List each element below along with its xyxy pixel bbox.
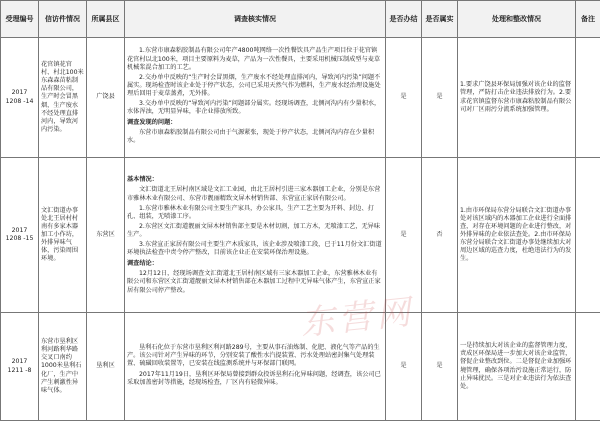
cell-id: 2017 1208 -15	[1, 158, 39, 313]
cell-district: 垦利区	[87, 313, 125, 421]
investigation-paragraph: 2017年11月19日，垦利区环保局曾接到群众投诉垦利石化异味问题，经调查，该公司已采取加盖密封等措施，经现场检查，厂区内有轻微异味。	[127, 371, 383, 387]
table-header-row	[1, 1, 600, 38]
cell-investigation	[125, 158, 386, 313]
cell-remark	[576, 38, 600, 158]
investigation-paragraph: 3.交办单中反映的“导致河内污染”问题部分属实。经现场调查，北侧河沟内有少量积水，水体浑浊，无明显异味，非企业排放所致。	[127, 100, 383, 116]
cell-complaint: 文汇街道办事处北王居村村南有多家木器加工小作坊，外排异味气体，污染周围环境。	[39, 158, 87, 313]
cell-district: 广饶县	[87, 38, 125, 158]
table-row	[1, 38, 600, 158]
cell-id: 2017 1211 -8	[1, 313, 39, 421]
header-id: 受理编号	[1, 1, 39, 38]
header-complaint: 信访件情况	[39, 1, 87, 38]
investigation-paragraph: 12月12日，经现场调查文汇街道北王居村南区域有三家木器加工企业，东营雅林木业有限公司和东营区文汇街道靓丽文屏木材销售部在木器加工过程中无异味气体产生，东营宣正家居有限公司停产整改。	[127, 270, 383, 294]
table-row	[1, 313, 600, 421]
cell-true: 是	[422, 313, 458, 421]
cell-closed: 是	[386, 38, 422, 158]
header-district: 所属县区	[87, 1, 125, 38]
investigation-subheading: 调查发现的问题：	[127, 119, 383, 127]
header-investigation: 调查核实情况	[125, 1, 386, 38]
cell-closed: 是	[386, 158, 422, 313]
cell-id: 2017 1208 -14	[1, 38, 39, 158]
cell-handling: 1.由市环保局东营分局联合文汇街道办事处对该区域内的木器加工企业进行全面排查，对存在环境问题的企业进行整改，对外排异味的企业依法查处。2.由市环保局东营分局联合文汇街道办事处继续加大对周边区域的巡查力度，杜绝违法行为的发生。	[458, 158, 576, 313]
header-handling: 处理和整改情况	[458, 1, 576, 38]
cell-remark	[576, 313, 600, 421]
investigation-subheading: 基本情况：	[127, 176, 383, 184]
header-closed: 是否办结	[386, 1, 422, 38]
investigation-paragraph: 2.交办单中反映的“生产时会冒黑烟，生产废水不经处理直排河内，导致河内污染”问题不属实。现场检查时该企业处于停产状态，公司已采用天然气作为燃料，生产废水经治理设施处理后回用于麦草蒸煮，无外排。	[127, 74, 383, 98]
cell-complaint: 花官镇花官村、村北100米东森森苗粘制品有限公司，生产时会冒黑烟，生产废水不经处理直排河内，导致河内污染。	[39, 38, 87, 158]
investigation-subheading: 调查结论：	[127, 260, 383, 268]
investigation-paragraph: 1.东营市康森粘胶制品有限公司年产4800吨网络一次性餐饮具产品生产项目位于花官镇花官村以北100米，项目主要原料为麦草，产品为一次性餐具，主要采用机械压制成型与麦草机械浆混合加工的工艺。	[127, 47, 383, 71]
cell-handling: 1.要求广饶县环保局加强对该企业的监督管理，严防打击企业违法排放行为。2.要求花官镇监督东营市康森粘胶制品有限公司对厂区雨污分流系统加强管理。	[458, 38, 576, 158]
header-remark: 备注	[576, 1, 600, 38]
investigation-paragraph: 垦利石化位于东营市垦利区利河路289号，主要从事石油炼制、化肥、液化气等产品的生产。该公司针对产生异味的环节，分别安装了酸性水汽提装置、污水处理站密封集气处理装置、硫磺回收装置等，已安装在线监测系统并与环保部门联网。	[127, 344, 383, 368]
investigation-paragraph: 2.东营区文汇街道靓丽文屏木材销售部主要是木材切割，加工方木，无喷漆工艺，无异味生产。	[127, 223, 383, 239]
header-true: 是否属实	[422, 1, 458, 38]
investigation-paragraph: 3.东营宣正家居有限公司主要生产木质家具，该企业涉及喷漆工段，已于11月份文汇街道环境执法检查中责令停产整改，目前该企业正在安装环保治理设施。	[127, 241, 383, 257]
table-row	[1, 158, 600, 313]
investigation-paragraph: 东营市康森粘胶制品有限公司由于气源紧张，现处于停产状态，北侧河沟内存在少量积水。	[127, 129, 383, 145]
cell-district: 东营区	[87, 158, 125, 313]
cell-true: 否	[422, 158, 458, 313]
watermark-logo: 东营网	[298, 284, 416, 345]
cell-remark	[576, 158, 600, 313]
cell-true: 是	[422, 38, 458, 158]
cell-complaint: 东营市垦利区利河路利华路交叉口南约1000米垦利石化厂，生产中产生刺激性异味气体。	[39, 313, 87, 421]
cell-investigation	[125, 38, 386, 158]
cell-closed: 是	[386, 313, 422, 421]
cell-handling: 一是持续加大对该企业的监督管理力度，责成区环保局进一步加大对该企业监管，督促企业整改到位。二是督促企业加强环境管理，确保各项治污设施正常运行，防止异味扰民。三是对企业违法行为依法查处。	[458, 313, 576, 421]
investigation-paragraph: 1.东营市雅林木业有限公司主要生产家具，办公家具，生产工艺主要为开料、封边、打孔、组装，无喷漆工序。	[127, 205, 383, 221]
cell-investigation	[125, 313, 386, 421]
investigation-paragraph: 文汇街道北王居村南区域是文汇工业园，由北王居村引进三家木器加工企业，分别是东营市雅林木业有限公司、东营市靓丽精致文屏木材销售部、东营宣正家居有限公司。	[127, 186, 383, 202]
